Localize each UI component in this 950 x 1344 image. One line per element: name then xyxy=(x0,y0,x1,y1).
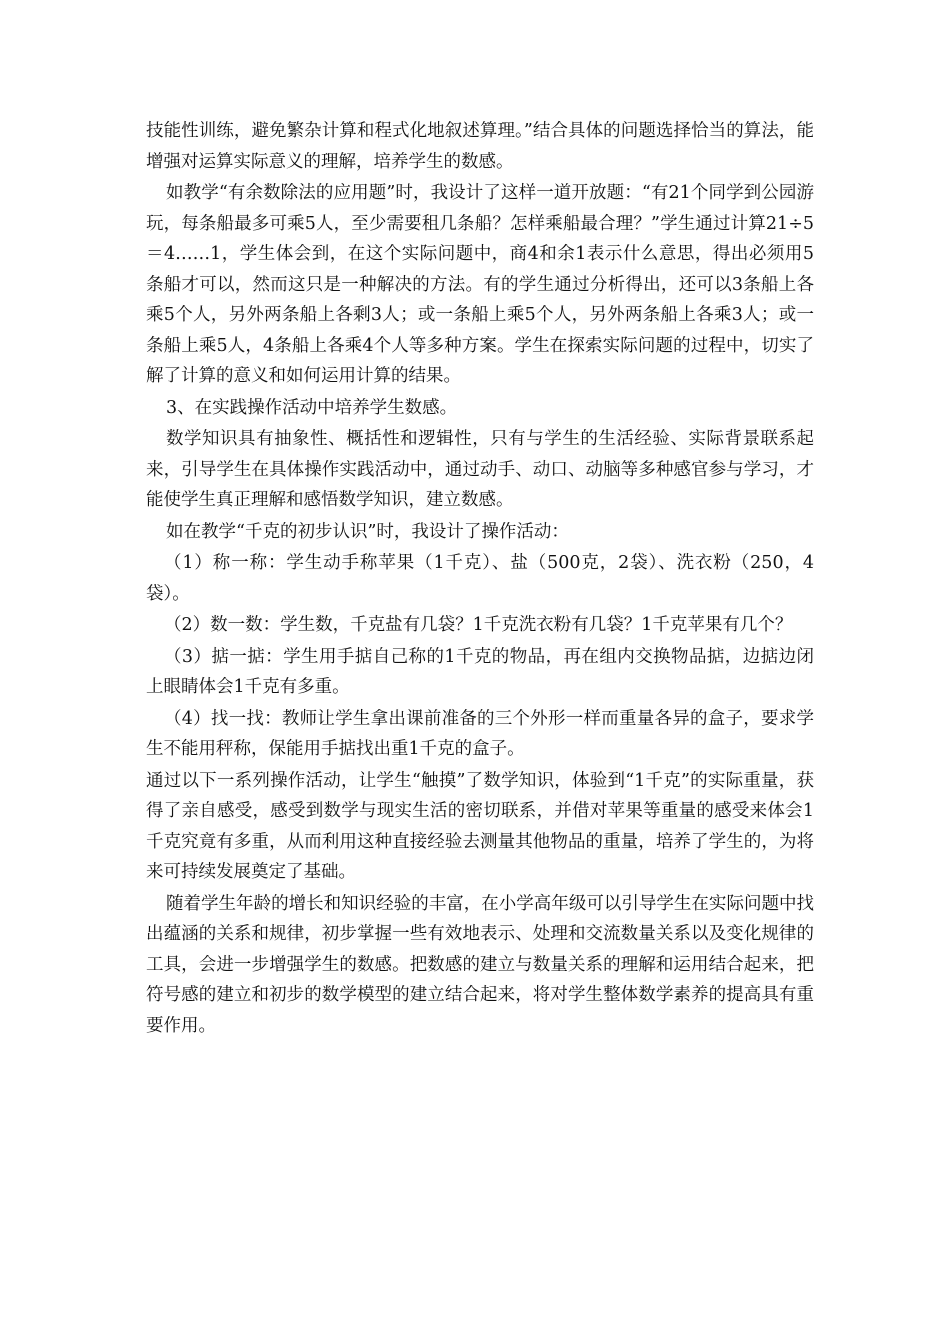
list-item-weigh: （1）称一称：学生动手称苹果（1千克）、盐（500克，2袋）、洗衣粉（250，4袋）。 xyxy=(146,553,814,604)
list-item-count: （2）数一数：学生数，千克盐有几袋？1千克洗衣粉有几袋？1千克苹果有几个？ xyxy=(164,615,793,635)
paragraph-boat-example: 如教学“有余数除法的应用题”时，我设计了这样一道开放题：“有21个同学到公园游玩，每条船最多可乘5人，至少需要租几条船？怎样乘船最合理？”学生通过计算21÷5＝4……1，学生体会到，在这个实际问题中，商4和余1表示什么意思，得出必须用5条船才可以，然而这只是一种解决的方法。有的学生通过分析得出，还可以3条船上各乘5个人，另外两条船上各剩3人；或一条船上乘5个人，另外两条船上各乘3人；或一条船上乘5人，4条船上各乘4个人等多种方案。学生在探索实际问题的过程中，切实了解了计算的意义和如何运用计算的结果。 xyxy=(146,183,814,386)
paragraph-summary: 通过以下一系列操作活动，让学生“触摸”了数学知识，体验到“1千克”的实际重量，获得了亲自感受，感受到数学与现实生活的密切联系，并借对苹果等重量的感受来体会1千克究竟有多重，从而利用这种直接经验去测量其他物品的重量，培养了学生的，为将来可持续发展奠定了基础。 xyxy=(146,770,814,882)
paragraph-continuation: 技能性训练，避免繁杂计算和程式化地叙述算理。”结合具体的问题选择恰当的算法，能增强对运算实际意义的理解，培养学生的数感。 xyxy=(146,121,814,172)
list-item-heft: （3）掂一掂：学生用手掂自己称的1千克的物品，再在组内交换物品掂，边掂边闭上眼睛体会1千克有多重。 xyxy=(146,646,814,697)
section-heading-practice: 3、在实践操作活动中培养学生数感。 xyxy=(166,397,458,418)
list-item-find: （4）找一找：教师让学生拿出课前准备的三个外形一样而重量各异的盒子，要求学生不能用秤称，保能用手掂找出重1千克的盒子。 xyxy=(146,708,814,759)
paragraph-kilogram-intro: 如在教学“千克的初步认识”时，我设计了操作活动： xyxy=(166,521,569,542)
document-body xyxy=(146,116,814,1041)
paragraph-abstract-knowledge: 数学知识具有抽象性、概括性和逻辑性，只有与学生的生活经验、实际背景联系起来，引导学生在具体操作实践活动中，通过动手、动口、动脑等多种感官参与学习，才能使学生真正理解和感悟数学知识，建立数感。 xyxy=(146,429,814,510)
paragraph-conclusion: 随着学生年龄的增长和知识经验的丰富，在小学高年级可以引导学生在实际问题中找出蕴涵的关系和规律，初步掌握一些有效地表示、处理和交流数量关系以及变化规律的工具，会进一步增强学生的数感。把数感的建立与数量关系的理解和运用结合起来，把符号感的建立和初步的数学模型的建立结合起来，将对学生整体数学素养的提高具有重要作用。 xyxy=(146,893,814,1036)
